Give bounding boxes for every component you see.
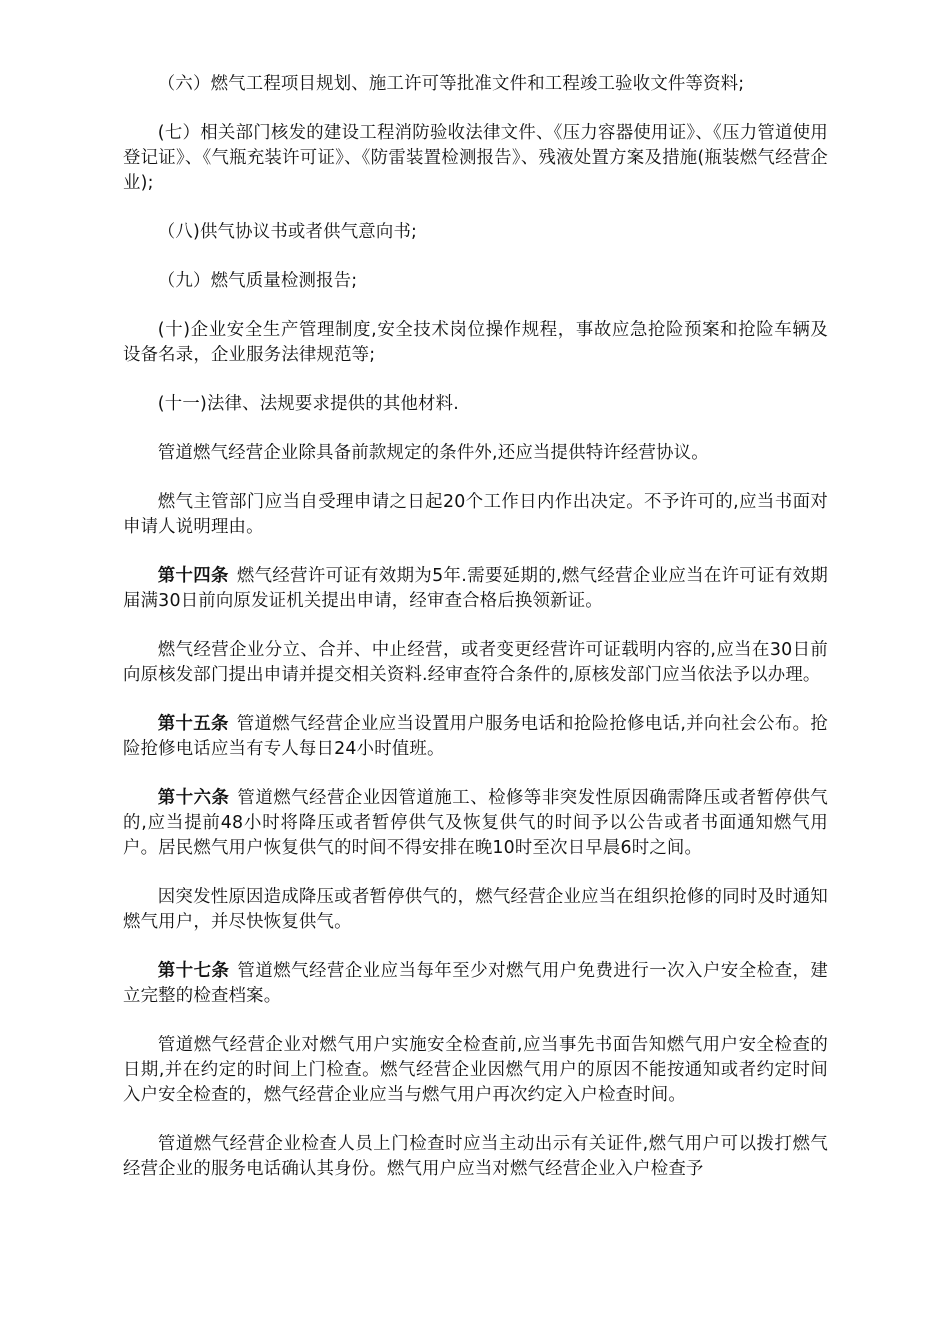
paragraph-text: 因突发性原因造成降压或者暂停供气的，燃气经营企业应当在组织抢修的同时及时通知燃气用户，并尽快恢复供气。 (123, 887, 828, 932)
paragraph-text: 燃气主管部门应当自受理申请之日起20个工作日内作出决定。不予许可的,应当书面对申请人说明理由。 (123, 492, 828, 537)
article-heading: 第十六条 (157, 788, 230, 808)
paragraph-item-7 (123, 121, 828, 196)
paragraph-item-11 (123, 392, 828, 417)
article-heading: 第十五条 (157, 714, 229, 734)
article-16 (123, 786, 828, 861)
paragraph-decision-deadline (123, 490, 828, 540)
article-15 (123, 712, 828, 762)
paragraph-inspector-id (123, 1132, 828, 1182)
paragraph-text: (十)企业安全生产管理制度,安全技术岗位操作规程，事故应急抢险预案和抢险车辆及设备名录，企业服务法律规范等; (123, 320, 828, 365)
article-14 (123, 564, 828, 614)
paragraph-text: 管道燃气经营企业检查人员上门检查时应当主动出示有关证件,燃气用户可以拨打燃气经营企业的服务电话确认其身份。燃气用户应当对燃气经营企业入户检查予 (123, 1134, 828, 1179)
article-heading: 第十四条 (157, 566, 229, 586)
paragraph-item-6 (123, 72, 828, 97)
paragraph-text: 燃气经营企业分立、合并、中止经营，或者变更经营许可证载明内容的,应当在30日前向原核发部门提出申请并提交相关资料.经审查符合条件的,原核发部门应当依法予以办理。 (123, 640, 828, 685)
paragraph-text: 管道燃气经营企业应当每年至少对燃气用户免费进行一次入户安全检查，建立完整的检查档案。 (123, 961, 828, 1006)
paragraph-text: （九）燃气质量检测报告; (157, 271, 358, 291)
paragraph-text: 燃气经营许可证有效期为5年.需要延期的,燃气经营企业应当在许可证有效期届满30日前向原发证机关提出申请，经审查合格后换领新证。 (123, 566, 829, 611)
paragraph-emergency-supply (123, 885, 828, 935)
paragraph-text: （六）燃气工程项目规划、施工许可等批准文件和工程竣工验收文件等资料; (157, 74, 745, 94)
paragraph-text: 管道燃气经营企业因管道施工、检修等非突发性原因确需降压或者暂停供气的,应当提前48小时将降压或者暂停供气及恢复供气的时间予以公告或者书面通知燃气用户。居民燃气用户恢复供气的时间不得安排在晚10时至次日早晨6时之间。 (123, 788, 828, 858)
paragraph-text: 管道燃气经营企业应当设置用户服务电话和抢险抢修电话,并向社会公布。抢险抢修电话应当有专人每日24小时值班。 (123, 714, 828, 759)
paragraph-text: (七）相关部门核发的建设工程消防验收法律文件、《压力容器使用证》、《压力管道使用登记证》、《气瓶充装许可证》、《防雷装置检测报告》、残液处置方案及措施(瓶装燃气经营企业); (123, 123, 828, 193)
paragraph-text: (十一)法律、法规要求提供的其他材料. (157, 394, 459, 414)
article-17 (123, 959, 828, 1009)
document-page (123, 72, 828, 1206)
paragraph-change-operation (123, 638, 828, 688)
paragraph-item-9 (123, 269, 828, 294)
paragraph-item-8 (123, 220, 828, 245)
paragraph-text: （八)供气协议书或者供气意向书; (157, 222, 418, 242)
paragraph-inspection-notice (123, 1033, 828, 1108)
paragraph-pipeline-requirement (123, 441, 828, 466)
paragraph-text: 管道燃气经营企业除具备前款规定的条件外,还应当提供特许经营协议。 (157, 443, 709, 463)
article-heading: 第十七条 (157, 961, 230, 981)
paragraph-text: 管道燃气经营企业对燃气用户实施安全检查前,应当事先书面告知燃气用户安全检查的日期,并在约定的时间上门检查。燃气经营企业因燃气用户的原因不能按通知或者约定时间入户安全检查的，燃气经营企业应当与燃气用户再次约定入户检查时间。 (123, 1035, 828, 1105)
paragraph-item-10 (123, 318, 828, 368)
